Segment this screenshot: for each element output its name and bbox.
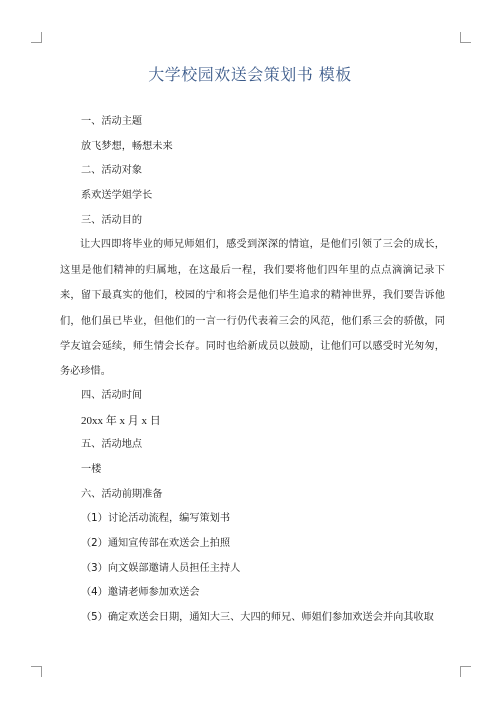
section-heading-purpose: 三、活动目的	[81, 214, 143, 226]
target-text: 系欢送学姐学长	[81, 190, 153, 202]
page-corner-mark-bottom-left	[31, 666, 42, 677]
section-heading-target: 二、活动对象	[81, 165, 143, 177]
prep-item: （3）向文娱部邀请人员担任主持人	[81, 562, 241, 574]
place-text: 一楼	[81, 463, 102, 475]
section-heading-place: 五、活动地点	[81, 439, 143, 451]
prep-item: （4）邀请老师参加欢送会	[81, 587, 200, 599]
prep-item: （5）确定欢送会日期，通知大三、大四的师兄、师姐们参加欢送会并向其收取	[81, 612, 434, 624]
purpose-paragraph: 让大四即将毕业的师兄师姐们，感受到深深的情谊，是他们引领了三会的成长，这里是他们精神的归属地，在这最后一程，我们要将他们四年里的点点滴滴记录下来，留下最真实的他们，校园的宁和将会是他们毕生追求的精神世界，我们要告诉他们，他们虽已毕业，但他们的一言一行仍代表着三会的风范，他们系三会的骄傲，同学友谊会延续，师生情会长存。同时也给新成员以鼓励，让他们可以感受时光匆匆，务必珍惜。	[60, 239, 445, 378]
prep-item: （2）通知宣传部在欢送会上拍照	[81, 538, 231, 549]
document-title: 大学校园欢送会策划书 模板	[148, 65, 352, 84]
section-heading-theme: 一、活动主题	[81, 116, 143, 127]
section-heading-time: 四、活动时间	[81, 389, 143, 401]
prep-item: （1）讨论活动流程，编写策划书	[81, 513, 231, 525]
page-corner-mark-top-left	[31, 32, 42, 43]
document-body	[60, 110, 445, 631]
section-heading-prep: 六、活动前期准备	[81, 488, 163, 500]
page-corner-mark-top-right	[460, 32, 471, 43]
time-text: 20xx 年 x 月 x 日	[81, 414, 161, 427]
page-corner-mark-bottom-right	[460, 666, 471, 677]
theme-text: 放飞梦想，畅想未来	[81, 140, 173, 152]
